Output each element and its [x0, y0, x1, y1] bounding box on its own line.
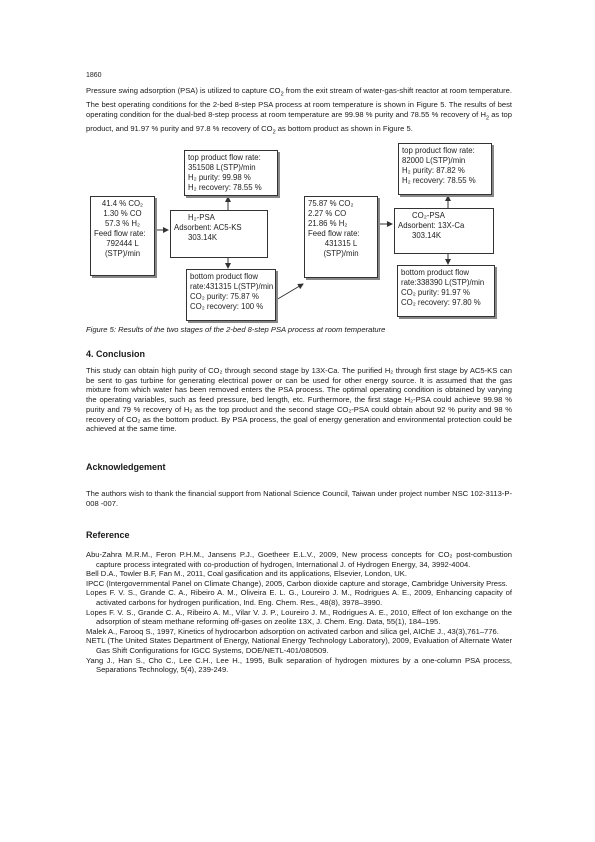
bottom-product-box-1: bottom product flow rate:431315 L(STP)/min CO₂ purity: 75.87 % CO₂ recovery: 100 % — [186, 269, 276, 321]
reference-item: Bell D.A., Towler B.F, Fan M., 2011, Coal gasification and its applications, Elsevier, London, UK. — [86, 569, 407, 579]
reference-item: NETL (The United States Department of Energy, National Energy Technology Laboratory), 2009, Evaluation of Alternate Water Gas Shift Configurations for IGCC Systems, DOE/NETL-401/080509. — [86, 636, 512, 655]
acknowledgement-heading: Acknowledgement — [86, 462, 166, 472]
reference-item: Lopes F. V. S., Grande C. A., Ribeiro A. M., Vilar V. J. P., Loureiro J. M., Rodrigues A. E., 2010, Effect of Ion exchange on the adsorption of steam methane reforming off-gases on zeolite 13X, J. Chem. Eng. Data, 55(1), 184–195. — [86, 607, 512, 627]
reference-item: IPCC (Intergovernmental Panel on Climate Change), 2005, Carbon dioxide capture and storage, Cambridge University Press. — [86, 578, 508, 588]
reference-item: Abu-Zahra M.R.M., Feron P.H.M., Jansens P.J., Goetheer E.L.V., 2009, New process concepts for CO₂ post-combustion capture process integrated with co-production of hydrogen, International J. of Hydrogen Energy, 34, 3992-4004. — [86, 550, 512, 569]
conclusion-heading: 4. Conclusion — [86, 349, 146, 359]
reference-item: Yang J., Han S., Cho C., Lee C.H., Lee H., 1995, Bulk separation of hydrogen mixtures by a one-column PSA process, Separations Technology, 5(4), 239-249. — [86, 655, 512, 675]
top-product-box-1: top product flow rate: 351508 L(STP)/min H₂ purity: 99.98 % H₂ recovery: 78.55 % — [184, 150, 278, 196]
reference-list — [86, 550, 512, 675]
bottom-product-box-2: bottom product flow rate:338390 L(STP)/min CO₂ purity: 91.97 % CO₂ recovery: 97.80 % — [397, 265, 495, 317]
feed-stream-box-2: 75.87 % CO₂ 2.27 % CO 21.86 % H₂ Feed flow rate: 431315 L (STP)/min — [304, 196, 378, 278]
reference-heading: Reference — [86, 530, 130, 540]
top-product-box-2: top product flow rate: 82000 L(STP)/min H₂ purity: 87.82 % H₂ recovery: 78.55 % — [398, 143, 492, 195]
feed-stream-box-1: 41.4 % CO₂ 1.30 % CO 57.3 % H₂ Feed flow rate: 792444 L (STP)/min — [90, 196, 155, 276]
h2-psa-unit-box: H₂-PSA Adsorbent: AC5-KS 303.14K — [170, 210, 268, 258]
co2-psa-unit-box: CO₂-PSA Adsorbent: 13X-Ca 303.14K — [394, 208, 494, 254]
reference-item: Malek A., Farooq S., 1997, Kinetics of hydrocarbon adsorption on activated carbon and silica gel, AIChE J., 43(3),761–776. — [86, 626, 499, 636]
acknowledgement-paragraph: The authors wish to thank the financial support from National Science Council, Taiwan under project number NSC 102-3113-P-008 -007. — [86, 489, 512, 508]
page-number: 1860 — [86, 72, 102, 79]
reference-item: Lopes F. V. S., Grande C. A., Ribeiro A. M., Oliveira E. L. G., Loureiro J. M., Rodrigues A. E., 2009, Enhancing capacity of activated carbons for hydrogen purification, Ind. Eng. Chem. Res., 48(8), 3978–3990. — [86, 588, 512, 607]
intro-paragraph: Pressure swing adsorption (PSA) is utilized to capture $CO_2$ from the exit stream of water-gas-shift reactor at room temperature. The best operating conditions for the 2-bed 8-step PSA process at room temperature is shown in Figure 5. The results of best operating condition for the dual-bed 8-step process at room temperature are 99.98 % purity and 78.55 % recovery of $H_2$ as top product, and 91.97 % purity and 97.8 % recovery of $CO_2$ as bottom product as shown in Figure 5. — [86, 86, 512, 136]
conclusion-paragraph: This study can obtain high purity of CO₂ through second stage by 13X-Ca. The purified H₂ through first stage by AC5-KS can be sent to gas turbine for generating electrical power or can be used for other energy source. It is assumed that the gas mixture from which water has been removed enters the PSA process. The optimal operating condition is obtained by varying the operating variables, such as feed pressure, bed length, etc. Furthermore, the first stage H₂-PSA could achieve 99.98 % purity and 79 % recovery of H₂ as the top product and the second stage CO₂-PSA could obtain about 92 % purity and 98 % recovery of CO₂ as the bottom product. By PSA process, the goal of energy generation and environmental protection could be achieved at the same time. — [86, 366, 512, 434]
figure-caption: Figure 5: Results of the two stages of the 2-bed 8-step PSA process at room temperature — [86, 325, 386, 334]
